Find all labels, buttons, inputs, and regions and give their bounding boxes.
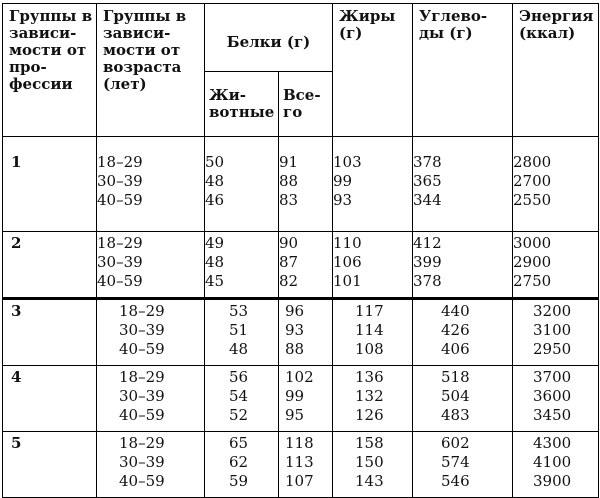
total-value: 88: [279, 172, 299, 190]
ages-value: 40–59: [119, 340, 165, 358]
carbs-value: 504: [441, 387, 470, 405]
carbs-cell: [413, 232, 513, 299]
energy-value: 3200: [533, 302, 572, 320]
total-value: 107: [285, 472, 314, 490]
carbs-value: 483: [441, 406, 470, 424]
animal-value: 52: [229, 406, 249, 424]
ages-value: 40–59: [97, 191, 143, 209]
total-cell: [279, 299, 333, 366]
carbs-value: 412: [413, 234, 442, 252]
energy-value: 4100: [533, 453, 572, 471]
ages-value: 30–39: [119, 453, 165, 471]
total-cell: [279, 366, 333, 432]
header-total: Все- го: [279, 72, 333, 137]
fat-value: 99: [333, 172, 353, 190]
total-value: 102: [285, 368, 314, 386]
header-animal: Жи- вотные: [205, 72, 279, 137]
ages-value: 30–39: [119, 321, 165, 339]
energy-value: 3600: [533, 387, 572, 405]
group-cell: 4: [3, 366, 97, 432]
animal-cell: [205, 137, 279, 232]
carbs-cell: [413, 137, 513, 232]
fat-value: 110: [333, 234, 362, 252]
energy-value: 3700: [533, 368, 572, 386]
total-value: 83: [279, 191, 299, 209]
energy-value: 2950: [533, 340, 572, 358]
total-value: 93: [285, 321, 305, 339]
fat-value: 106: [333, 253, 362, 271]
fat-value: 126: [355, 406, 384, 424]
energy-value: 3100: [533, 321, 572, 339]
carbs-value: 399: [413, 253, 442, 271]
animal-cell: [205, 299, 279, 366]
energy-value: 2700: [513, 172, 552, 190]
animal-value: 53: [229, 302, 249, 320]
carbs-value: 406: [441, 340, 470, 358]
animal-value: 51: [229, 321, 249, 339]
animal-cell: [205, 232, 279, 299]
total-value: 118: [285, 434, 314, 452]
fat-value: 150: [355, 453, 384, 471]
carbs-value: 365: [413, 172, 442, 190]
carbs-value: 378: [413, 272, 442, 290]
total-value: 96: [285, 302, 305, 320]
animal-value: 45: [205, 272, 225, 290]
carbs-value: 378: [413, 153, 442, 171]
ages-value: 18–29: [119, 368, 165, 386]
group-cell: 5: [3, 432, 97, 498]
fat-value: 101: [333, 272, 362, 290]
header-protein: Белки (г): [205, 4, 333, 72]
total-value: 99: [285, 387, 305, 405]
total-value: 95: [285, 406, 305, 424]
table-row: [3, 232, 599, 299]
energy-cell: [513, 232, 599, 299]
animal-value: 59: [229, 472, 249, 490]
carbs-value: 426: [441, 321, 470, 339]
nutrition-table: [2, 3, 599, 498]
fat-value: 103: [333, 153, 362, 171]
carbs-cell: [413, 366, 513, 432]
animal-value: 54: [229, 387, 249, 405]
header-energy: Энергия (ккал): [513, 4, 599, 137]
energy-value: 2750: [513, 272, 552, 290]
group-cell: 1: [3, 137, 97, 232]
header-group: Группы в завиcи- мости от про- фессии: [3, 4, 97, 137]
fat-cell: [333, 366, 413, 432]
animal-value: 49: [205, 234, 225, 252]
ages-value: 40–59: [97, 272, 143, 290]
fat-cell: [333, 299, 413, 366]
ages-value: 30–39: [97, 253, 143, 271]
ages-cell: [97, 232, 205, 299]
ages-value: 18–29: [119, 302, 165, 320]
ages-value: 40–59: [119, 406, 165, 424]
total-value: 90: [279, 234, 299, 252]
energy-cell: [513, 299, 599, 366]
header-carbs: Углево- ды (г): [413, 4, 513, 137]
animal-value: 62: [229, 453, 249, 471]
group-cell: 2: [3, 232, 97, 299]
ages-cell: [97, 137, 205, 232]
fat-value: 108: [355, 340, 384, 358]
fat-value: 114: [355, 321, 384, 339]
ages-value: 40–59: [119, 472, 165, 490]
ages-value: 18–29: [119, 434, 165, 452]
animal-cell: [205, 366, 279, 432]
carbs-value: 602: [441, 434, 470, 452]
energy-value: 4300: [533, 434, 572, 452]
ages-value: 30–39: [97, 172, 143, 190]
energy-value: 3900: [533, 472, 572, 490]
fat-value: 136: [355, 368, 384, 386]
ages-value: 18–29: [97, 234, 143, 252]
energy-value: 2550: [513, 191, 552, 209]
carbs-cell: [413, 299, 513, 366]
fat-value: 132: [355, 387, 384, 405]
energy-value: 2900: [513, 253, 552, 271]
fat-cell: [333, 232, 413, 299]
header-row: [3, 4, 599, 72]
animal-value: 56: [229, 368, 249, 386]
fat-value: 143: [355, 472, 384, 490]
total-value: 87: [279, 253, 299, 271]
total-value: 82: [279, 272, 299, 290]
animal-value: 48: [205, 253, 225, 271]
energy-value: 2800: [513, 153, 552, 171]
carbs-value: 546: [441, 472, 470, 490]
ages-value: 18–29: [97, 153, 143, 171]
carbs-value: 440: [441, 302, 470, 320]
group-cell: 3: [3, 299, 97, 366]
energy-value: 3000: [513, 234, 552, 252]
table-row: [3, 299, 599, 366]
header-fat: Жиры (г): [333, 4, 413, 137]
animal-value: 46: [205, 191, 225, 209]
fat-value: 117: [355, 302, 384, 320]
animal-value: 48: [229, 340, 249, 358]
carbs-value: 518: [441, 368, 470, 386]
total-value: 113: [285, 453, 314, 471]
animal-value: 48: [205, 172, 225, 190]
ages-cell: [97, 299, 205, 366]
fat-value: 158: [355, 434, 384, 452]
fat-value: 93: [333, 191, 353, 209]
energy-cell: [513, 137, 599, 232]
animal-value: 65: [229, 434, 249, 452]
table-row: [3, 137, 599, 232]
header-age: Группы в завиcи- мости от возраста (лет): [97, 4, 205, 137]
total-cell: [279, 137, 333, 232]
carbs-value: 574: [441, 453, 470, 471]
energy-value: 3450: [533, 406, 572, 424]
total-value: 91: [279, 153, 299, 171]
energy-cell: [513, 366, 599, 432]
table-row: [3, 366, 599, 432]
total-value: 88: [285, 340, 305, 358]
animal-value: 50: [205, 153, 225, 171]
total-cell: [279, 232, 333, 299]
ages-cell: [97, 366, 205, 432]
carbs-value: 344: [413, 191, 442, 209]
ages-value: 30–39: [119, 387, 165, 405]
fat-cell: [333, 137, 413, 232]
